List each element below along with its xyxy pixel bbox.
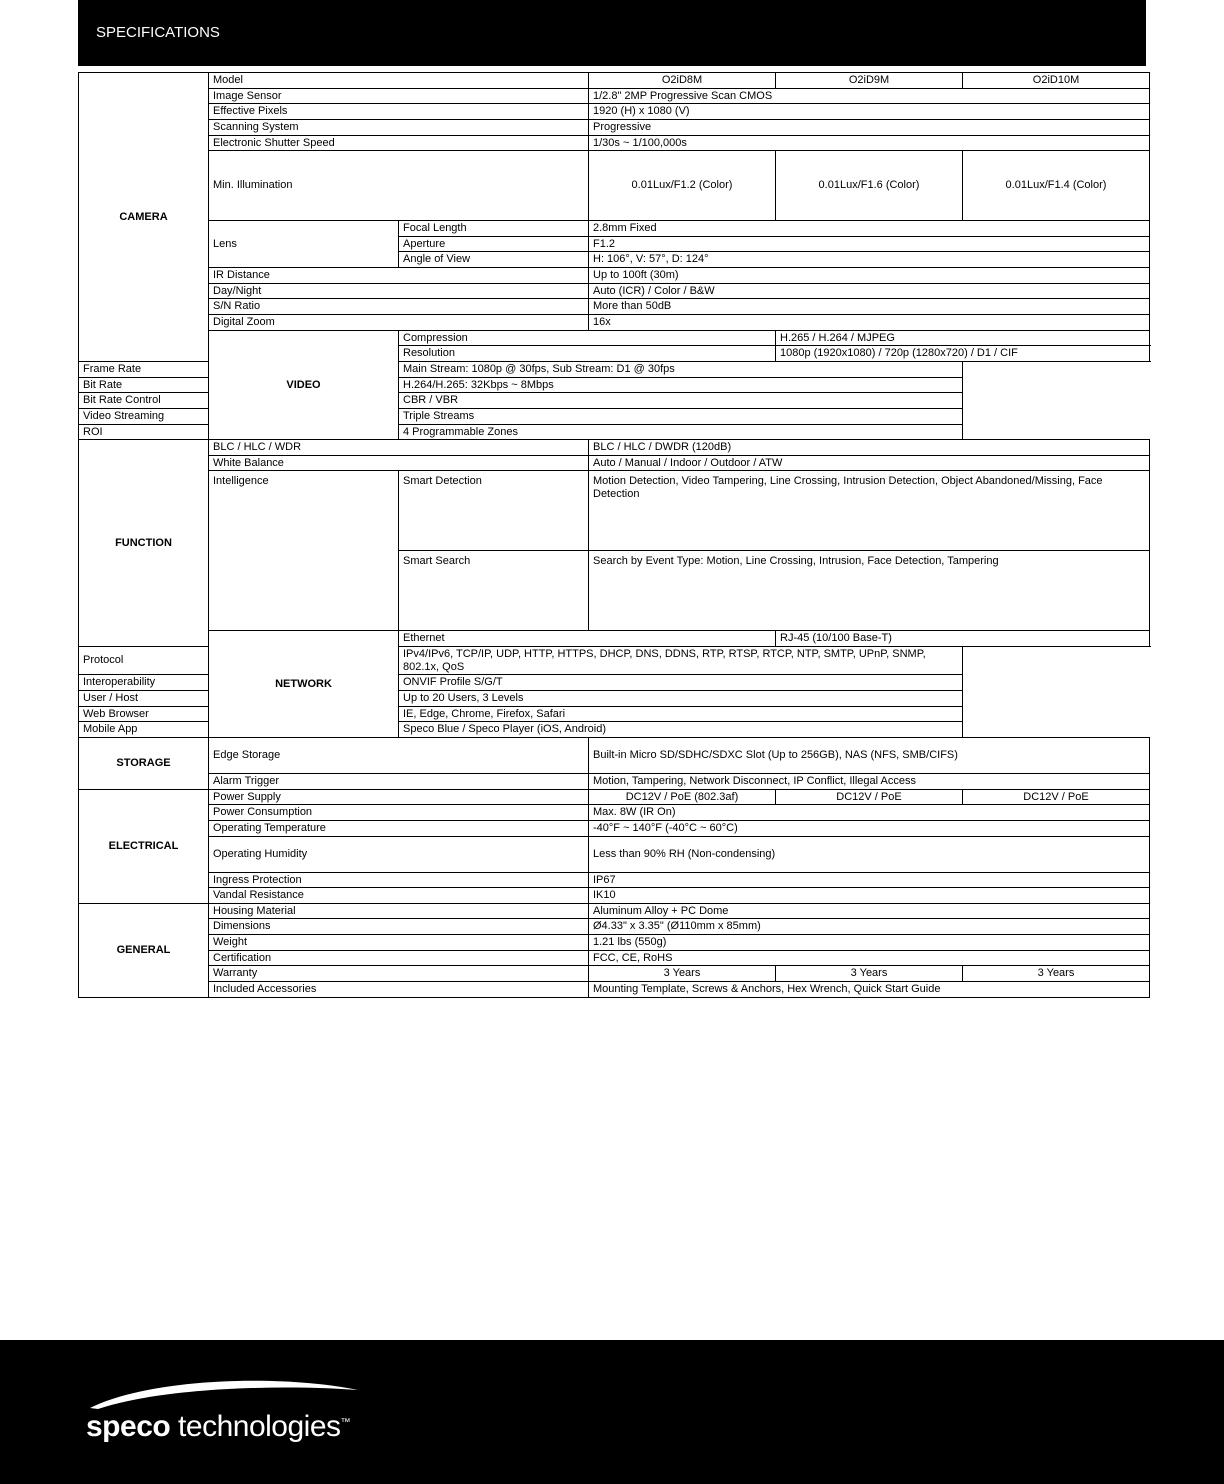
spec-value: Progressive (589, 119, 1150, 135)
spec-value: More than 50dB (589, 299, 1150, 315)
spec-label: Video Streaming (79, 408, 399, 424)
spec-value: FCC, CE, RoHS (589, 950, 1150, 966)
table-row (79, 675, 1150, 691)
table-row (79, 631, 1150, 647)
table-row (79, 872, 1150, 888)
speco-logo (80, 1380, 380, 1460)
spec-label: Operating Temperature (209, 820, 589, 836)
table-row (79, 888, 1150, 904)
table-row (79, 981, 1150, 997)
spec-label: BLC / HLC / WDR (209, 440, 589, 456)
table-row (79, 330, 1150, 346)
table-row (79, 299, 1150, 315)
spec-label: Electronic Shutter Speed (209, 135, 589, 151)
spec-label: User / Host (79, 691, 399, 707)
category-cell: NETWORK (209, 631, 399, 737)
spec-label: Ethernet (399, 631, 776, 647)
logo-swoosh-icon (90, 1380, 360, 1410)
spec-value: Built-in Micro SD/SDHC/SDXC Slot (Up to 256GB), NAS (NFS, SMB/CIFS) (589, 737, 1150, 773)
spec-label: Min. Illumination (209, 151, 589, 221)
spec-value: 0.01Lux/F1.6 (Color) (776, 151, 963, 221)
spec-label: Scanning System (209, 119, 589, 135)
spec-label: Mobile App (79, 722, 399, 738)
table-row (79, 919, 1150, 935)
category-cell: FUNCTION (79, 440, 209, 647)
category-cell: VIDEO (209, 330, 399, 439)
spec-label: Housing Material (209, 903, 589, 919)
spec-label: Bit Rate (79, 377, 399, 393)
spec-value: Triple Streams (399, 408, 963, 424)
table-row (79, 221, 1150, 237)
spec-value: IP67 (589, 872, 1150, 888)
banner-title: SPECIFICATIONS (96, 24, 220, 41)
spec-value: H.265 / H.264 / MJPEG (776, 330, 1150, 346)
spec-label: ROI (79, 424, 399, 440)
spec-value: DC12V / PoE (802.3af) (589, 789, 776, 805)
spec-value: Ø4.33" x 3.35" (Ø110mm x 85mm) (589, 919, 1150, 935)
spec-label: Alarm Trigger (209, 773, 589, 789)
logo-word-speco: speco (86, 1410, 171, 1443)
table-row (79, 805, 1150, 821)
table-row (79, 151, 1150, 221)
spec-value: O2iD9M (776, 73, 963, 89)
spec-value: ONVIF Profile S/G/T (399, 675, 963, 691)
spec-label: Interoperability (79, 675, 399, 691)
spec-label: Ingress Protection (209, 872, 589, 888)
spec-value: Motion Detection, Video Tampering, Line Crossing, Intrusion Detection, Object Abandoned/Missing, Face Detection (589, 471, 1150, 551)
table-row (79, 471, 1150, 551)
spec-label: Effective Pixels (209, 104, 589, 120)
spec-label: Dimensions (209, 919, 589, 935)
spec-value: 0.01Lux/F1.4 (Color) (963, 151, 1150, 221)
table-row (79, 88, 1150, 104)
specifications-table (78, 72, 1150, 998)
spec-label: Included Accessories (209, 981, 589, 997)
spec-value: Up to 20 Users, 3 Levels (399, 691, 963, 707)
spec-value: Up to 100ft (30m) (589, 268, 1150, 284)
spec-label: IR Distance (209, 268, 589, 284)
spec-value: Auto / Manual / Indoor / Outdoor / ATW (589, 455, 1150, 471)
spec-label: Frame Rate (79, 361, 399, 377)
spec-label: Intelligence (209, 471, 399, 631)
spec-value: DC12V / PoE (963, 789, 1150, 805)
table-row (79, 935, 1150, 951)
spec-value: 0.01Lux/F1.2 (Color) (589, 151, 776, 221)
table-row (79, 377, 1150, 393)
table-row (79, 73, 1150, 89)
spec-value: 4 Programmable Zones (399, 424, 963, 440)
spec-label: Weight (209, 935, 589, 951)
category-cell: GENERAL (79, 903, 209, 997)
spec-value: RJ-45 (10/100 Base-T) (776, 631, 1150, 647)
table-row (79, 119, 1150, 135)
logo-tm-mark: ™ (340, 1417, 351, 1428)
table-row (79, 647, 1150, 675)
table-row (79, 408, 1150, 424)
table-row (79, 135, 1150, 151)
table-row (79, 903, 1150, 919)
spec-value: 3 Years (963, 966, 1150, 982)
spec-value: 2.8mm Fixed (589, 221, 1150, 237)
spec-label: Protocol (79, 647, 399, 675)
table-row (79, 691, 1150, 707)
table-row (79, 773, 1150, 789)
spec-value: IE, Edge, Chrome, Firefox, Safari (399, 706, 963, 722)
spec-label: Edge Storage (209, 737, 589, 773)
table-row (79, 315, 1150, 331)
spec-label: S/N Ratio (209, 299, 589, 315)
spec-sublabel: Focal Length (399, 221, 589, 237)
spec-value: 3 Years (589, 966, 776, 982)
spec-label: Power Consumption (209, 805, 589, 821)
spec-label: Bit Rate Control (79, 393, 399, 409)
spec-label: Digital Zoom (209, 315, 589, 331)
spec-label: Lens (209, 221, 399, 268)
spec-value: CBR / VBR (399, 393, 963, 409)
table-row (79, 836, 1150, 872)
spec-value: Search by Event Type: Motion, Line Crossing, Intrusion, Face Detection, Tampering (589, 551, 1150, 631)
spec-value: BLC / HLC / DWDR (120dB) (589, 440, 1150, 456)
spec-label: Image Sensor (209, 88, 589, 104)
table-row (79, 283, 1150, 299)
category-cell: STORAGE (79, 737, 209, 789)
spec-sublabel: Smart Detection (399, 471, 589, 551)
spec-value: Speco Blue / Speco Player (iOS, Android) (399, 722, 963, 738)
spec-value: 16x (589, 315, 1150, 331)
spec-value: Motion, Tampering, Network Disconnect, IP Conflict, Illegal Access (589, 773, 1150, 789)
spec-label: Certification (209, 950, 589, 966)
spec-value: 1/2.8" 2MP Progressive Scan CMOS (589, 88, 1150, 104)
table-row (79, 361, 1150, 377)
spec-value: H.264/H.265: 32Kbps ~ 8Mbps (399, 377, 963, 393)
spec-value: 1.21 lbs (550g) (589, 935, 1150, 951)
table-row (79, 966, 1150, 982)
category-cell: ELECTRICAL (79, 789, 209, 903)
table-row (79, 393, 1150, 409)
table-row (79, 424, 1150, 440)
table-row (79, 706, 1150, 722)
spec-value: -40°F ~ 140°F (-40°C ~ 60°C) (589, 820, 1150, 836)
spec-label: Warranty (209, 966, 589, 982)
spec-label: Web Browser (79, 706, 399, 722)
spec-value: O2iD8M (589, 73, 776, 89)
spec-label: White Balance (209, 455, 589, 471)
spec-value: Max. 8W (IR On) (589, 805, 1150, 821)
specifications-table-body (79, 73, 1150, 998)
spec-value: 1/30s ~ 1/100,000s (589, 135, 1150, 151)
spec-value: 1080p (1920x1080) / 720p (1280x720) / D1 / CIF (776, 346, 1150, 362)
spec-label: Compression (399, 330, 776, 346)
logo-word-technologies: technologies (170, 1410, 341, 1443)
spec-value: IK10 (589, 888, 1150, 904)
spec-value: 1920 (H) x 1080 (V) (589, 104, 1150, 120)
spec-label: Vandal Resistance (209, 888, 589, 904)
specifications-banner (78, 0, 1146, 66)
spec-label: Day/Night (209, 283, 589, 299)
spec-label: Power Supply (209, 789, 589, 805)
category-cell: CAMERA (79, 73, 209, 362)
table-row (79, 455, 1150, 471)
spec-sublabel: Aperture (399, 236, 589, 252)
logo-wordmark (86, 1410, 350, 1444)
spec-sublabel: Smart Search (399, 551, 589, 631)
table-row (79, 440, 1150, 456)
spec-value: F1.2 (589, 236, 1150, 252)
table-row (79, 789, 1150, 805)
spec-value: 3 Years (776, 966, 963, 982)
spec-value: Less than 90% RH (Non-condensing) (589, 836, 1150, 872)
spec-value: Main Stream: 1080p @ 30fps, Sub Stream: D1 @ 30fps (399, 361, 963, 377)
spec-value: Auto (ICR) / Color / B&W (589, 283, 1150, 299)
table-row (79, 268, 1150, 284)
spec-value: H: 106°, V: 57°, D: 124° (589, 252, 1150, 268)
spec-label: Operating Humidity (209, 836, 589, 872)
spec-value: DC12V / PoE (776, 789, 963, 805)
spec-value: O2iD10M (963, 73, 1150, 89)
table-row (79, 104, 1150, 120)
table-row (79, 737, 1150, 773)
table-row (79, 820, 1150, 836)
table-row (79, 950, 1150, 966)
table-row (79, 722, 1150, 738)
spec-value: Aluminum Alloy + PC Dome (589, 903, 1150, 919)
spec-label: Model (209, 73, 589, 89)
spec-value: IPv4/IPv6, TCP/IP, UDP, HTTP, HTTPS, DHCP, DNS, DDNS, RTP, RTSP, RTCP, NTP, SMTP, UPnP, SNMP, 802.1x, QoS (399, 647, 963, 675)
spec-label: Resolution (399, 346, 776, 362)
spec-sublabel: Angle of View (399, 252, 589, 268)
spec-value: Mounting Template, Screws & Anchors, Hex Wrench, Quick Start Guide (589, 981, 1150, 997)
